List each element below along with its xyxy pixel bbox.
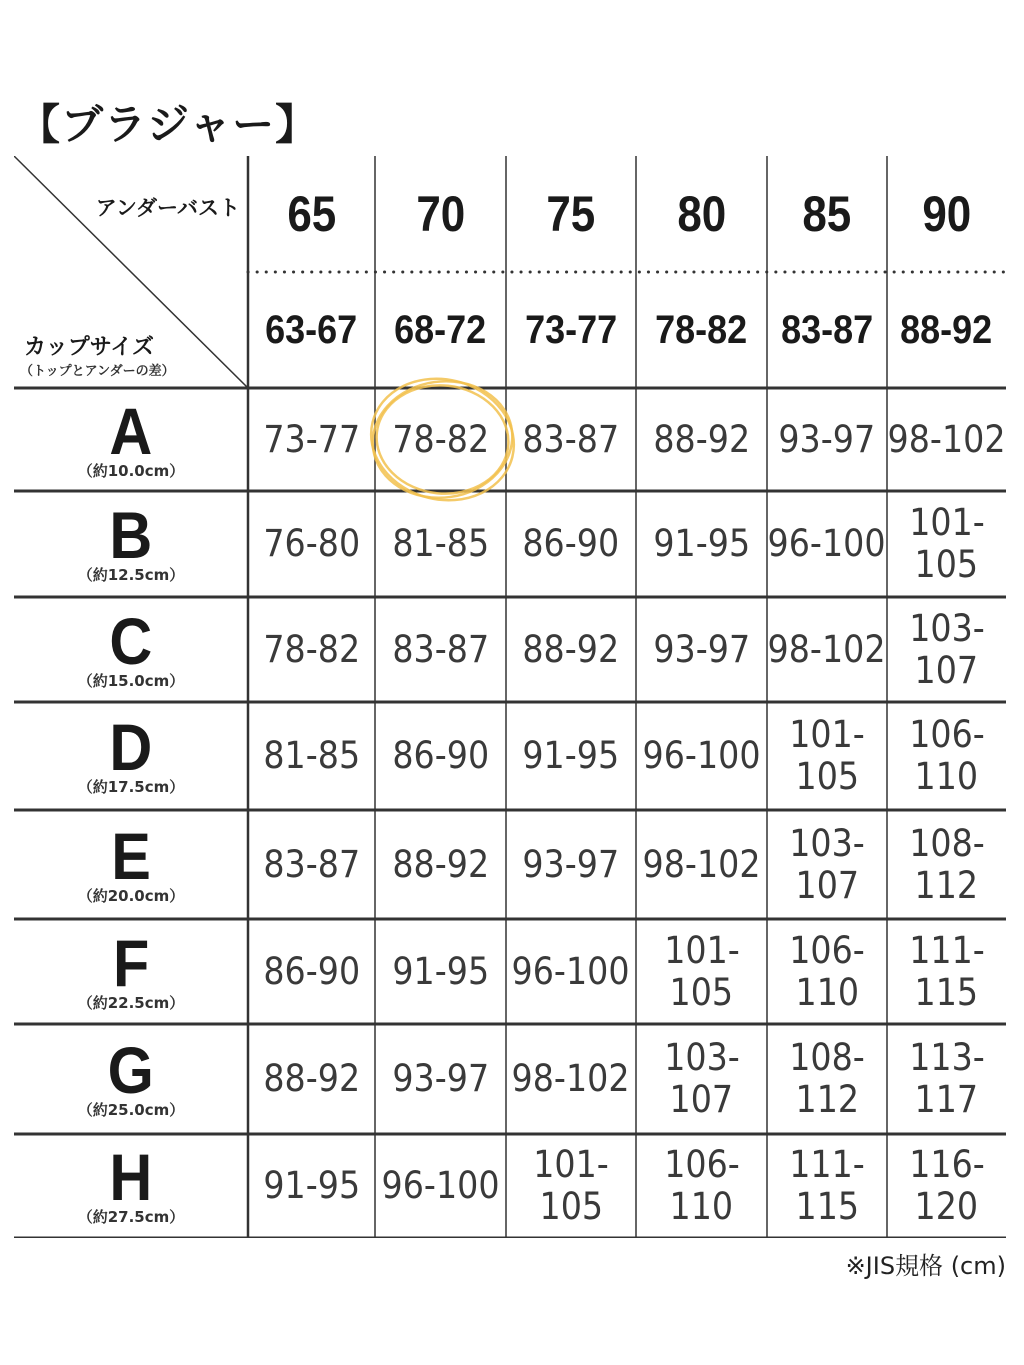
top-bust-range: 115	[795, 1185, 859, 1228]
top-bust-cell	[248, 702, 375, 810]
cup-difference: （約17.5cm）	[77, 778, 185, 796]
under-range-cell	[767, 272, 887, 388]
top-bust-range: 96-100	[512, 949, 630, 993]
top-bust-range: 73-77	[263, 417, 360, 461]
top-bust-range: 91-95	[653, 522, 750, 565]
under-range-cell	[375, 272, 506, 388]
top-bust-cell	[375, 1134, 506, 1238]
under-range-cell	[248, 272, 375, 388]
top-bust-range: 110	[914, 755, 979, 798]
cup-cell	[14, 597, 248, 702]
top-bust-cell	[375, 1024, 506, 1134]
top-bust-cell	[887, 1134, 1006, 1238]
top-bust-range: 111-	[789, 1143, 865, 1186]
cup-difference: （約22.5cm）	[77, 993, 185, 1012]
top-bust-range: 101-	[908, 501, 985, 544]
top-bust-cell	[636, 919, 767, 1024]
top-bust-range: 88-92	[392, 842, 489, 886]
cup-difference: （約10.0cm）	[77, 461, 185, 480]
top-bust-range: 116-	[908, 1143, 985, 1186]
cup-letter: F	[112, 925, 150, 1000]
top-bust-range: 81-85	[263, 734, 360, 777]
cup-difference: （約27.5cm）	[77, 1208, 185, 1226]
under-size-range: 73-77	[524, 307, 618, 352]
top-bust-cell	[248, 919, 375, 1024]
top-bust-cell	[887, 1024, 1006, 1134]
top-bust-range: 83-87	[522, 417, 620, 461]
top-bust-cell	[506, 597, 636, 702]
top-bust-range: 105	[669, 970, 734, 1014]
top-bust-range: 91-95	[263, 1164, 360, 1207]
cup-letter: G	[107, 1033, 155, 1107]
top-bust-cell	[767, 810, 887, 919]
top-bust-range: 101-	[663, 928, 740, 972]
top-bust-cell	[375, 919, 506, 1024]
top-bust-range: 105	[795, 755, 859, 798]
cup-cell	[14, 919, 248, 1024]
under-bust-label: アンダーバスト	[95, 196, 240, 220]
under-size-number: 85	[802, 186, 852, 242]
top-bust-range: 117	[914, 1078, 979, 1121]
cup-size-sublabel: （トップとアンダーの差）	[20, 364, 175, 379]
top-bust-cell	[248, 388, 375, 491]
under-size-number: 70	[416, 186, 465, 242]
top-bust-cell	[887, 388, 1006, 491]
top-bust-range: 83-87	[263, 842, 360, 886]
top-bust-range: 98-102	[768, 627, 886, 671]
under-size-range: 78-82	[655, 307, 748, 352]
top-bust-range: 98-102	[887, 417, 1006, 461]
top-bust-cell	[506, 1134, 636, 1238]
top-bust-range: 78-82	[263, 627, 360, 671]
top-bust-range: 120	[914, 1185, 979, 1228]
top-bust-range: 108-	[908, 821, 985, 865]
top-bust-range: 86-90	[263, 949, 360, 993]
top-bust-range: 106-	[789, 928, 865, 972]
top-bust-range: 103-	[908, 606, 985, 650]
footnote: ※JIS規格 (cm)	[845, 1252, 1006, 1280]
under-size-cell	[248, 156, 375, 272]
cup-cell	[14, 702, 248, 810]
under-size-number: 75	[546, 186, 596, 242]
top-bust-cell	[506, 810, 636, 919]
top-bust-cell	[636, 1134, 767, 1238]
top-bust-cell	[887, 919, 1006, 1024]
top-bust-range: 112	[914, 863, 979, 907]
top-bust-cell	[506, 491, 636, 597]
cup-cell	[14, 388, 248, 491]
top-bust-cell	[767, 919, 887, 1024]
under-size-number: 80	[677, 186, 726, 242]
top-bust-range: 108-	[789, 1036, 865, 1079]
cup-difference: （約12.5cm）	[77, 566, 185, 584]
top-bust-range: 96-100	[642, 734, 761, 777]
top-bust-range: 98-102	[642, 842, 761, 886]
under-size-number: 65	[287, 186, 336, 242]
top-bust-range: 93-97	[392, 1057, 489, 1100]
top-bust-cell	[375, 702, 506, 810]
under-size-cell	[506, 156, 636, 272]
top-bust-range: 78-82	[392, 417, 489, 461]
top-bust-range: 111-	[908, 928, 985, 972]
cup-difference: （約20.0cm）	[77, 886, 185, 905]
top-bust-cell	[248, 1024, 375, 1134]
top-bust-range: 103-	[663, 1036, 740, 1079]
under-size-cell	[887, 156, 1006, 272]
top-bust-cell	[767, 491, 887, 597]
size-table	[14, 156, 1006, 1238]
top-bust-range: 105	[539, 1185, 603, 1228]
under-size-range: 63-67	[265, 307, 358, 352]
top-bust-cell	[375, 491, 506, 597]
cup-cell	[14, 1134, 248, 1238]
top-bust-cell	[506, 1024, 636, 1134]
top-bust-range: 91-95	[522, 734, 620, 777]
top-bust-range: 76-80	[263, 522, 360, 565]
top-bust-range: 106-	[663, 1143, 740, 1186]
under-size-number: 90	[922, 186, 971, 242]
top-bust-cell	[506, 388, 636, 491]
top-bust-range: 107	[795, 863, 859, 907]
top-bust-range: 96-100	[381, 1164, 500, 1207]
top-bust-range: 93-97	[778, 417, 876, 461]
top-bust-range: 110	[669, 1185, 734, 1228]
top-bust-range: 88-92	[653, 417, 750, 461]
top-bust-range: 112	[795, 1078, 859, 1121]
top-bust-range: 86-90	[392, 734, 489, 777]
top-bust-range: 105	[914, 543, 979, 586]
cup-size-label: カップサイズ	[24, 335, 155, 360]
page-title: 【ブラジャー】	[18, 100, 319, 149]
top-bust-cell	[887, 702, 1006, 810]
top-bust-cell	[887, 491, 1006, 597]
top-bust-cell	[636, 388, 767, 491]
top-bust-range: 88-92	[522, 627, 620, 671]
under-size-cell	[375, 156, 506, 272]
cup-difference: （約15.0cm）	[77, 671, 185, 690]
cup-letter: B	[109, 498, 153, 572]
top-bust-range: 86-90	[522, 522, 620, 565]
cup-letter: E	[111, 818, 151, 893]
top-bust-cell	[636, 597, 767, 702]
top-bust-cell	[506, 702, 636, 810]
top-bust-cell	[636, 702, 767, 810]
top-bust-range: 81-85	[392, 522, 489, 565]
cup-cell	[14, 491, 248, 597]
top-bust-cell	[506, 919, 636, 1024]
under-range-cell	[636, 272, 767, 388]
top-bust-range: 101-	[533, 1143, 609, 1186]
top-bust-range: 91-95	[392, 949, 489, 993]
top-bust-range: 88-92	[263, 1057, 360, 1100]
top-bust-cell	[248, 491, 375, 597]
top-bust-cell	[887, 810, 1006, 919]
top-bust-cell	[767, 1134, 887, 1238]
top-bust-cell	[636, 1024, 767, 1134]
top-bust-range: 83-87	[392, 627, 489, 671]
top-bust-cell	[375, 388, 506, 491]
top-bust-cell	[248, 597, 375, 702]
corner-header	[14, 156, 248, 388]
top-bust-range: 101-	[789, 713, 865, 756]
top-bust-cell	[248, 810, 375, 919]
under-range-cell	[506, 272, 636, 388]
cup-letter: H	[109, 1140, 153, 1214]
top-bust-cell	[767, 597, 887, 702]
under-size-cell	[767, 156, 887, 272]
top-bust-range: 110	[795, 970, 859, 1014]
top-bust-cell	[887, 597, 1006, 702]
under-size-range: 83-87	[780, 307, 874, 352]
top-bust-range: 115	[914, 970, 979, 1014]
top-bust-range: 113-	[908, 1036, 985, 1079]
cup-cell	[14, 810, 248, 919]
cup-letter: A	[109, 393, 153, 468]
top-bust-range: 107	[669, 1078, 734, 1121]
top-bust-range: 93-97	[522, 842, 620, 886]
top-bust-range: 103-	[789, 821, 865, 865]
top-bust-cell	[375, 810, 506, 919]
cup-difference: （約25.0cm）	[77, 1101, 185, 1119]
under-size-range: 88-92	[900, 307, 993, 352]
top-bust-range: 96-100	[768, 522, 886, 565]
top-bust-cell	[767, 1024, 887, 1134]
top-bust-cell	[636, 810, 767, 919]
cup-letter: D	[109, 710, 153, 784]
top-bust-cell	[375, 597, 506, 702]
under-size-cell	[636, 156, 767, 272]
top-bust-cell	[767, 702, 887, 810]
under-range-cell	[887, 272, 1006, 388]
cup-letter: C	[109, 603, 153, 678]
top-bust-cell	[636, 491, 767, 597]
top-bust-cell	[767, 388, 887, 491]
under-size-range: 68-72	[394, 307, 487, 352]
top-bust-range: 98-102	[512, 1057, 630, 1100]
top-bust-range: 106-	[908, 713, 985, 756]
cup-cell	[14, 1024, 248, 1134]
top-bust-range: 107	[914, 648, 979, 692]
top-bust-cell	[248, 1134, 375, 1238]
top-bust-range: 93-97	[653, 627, 750, 671]
